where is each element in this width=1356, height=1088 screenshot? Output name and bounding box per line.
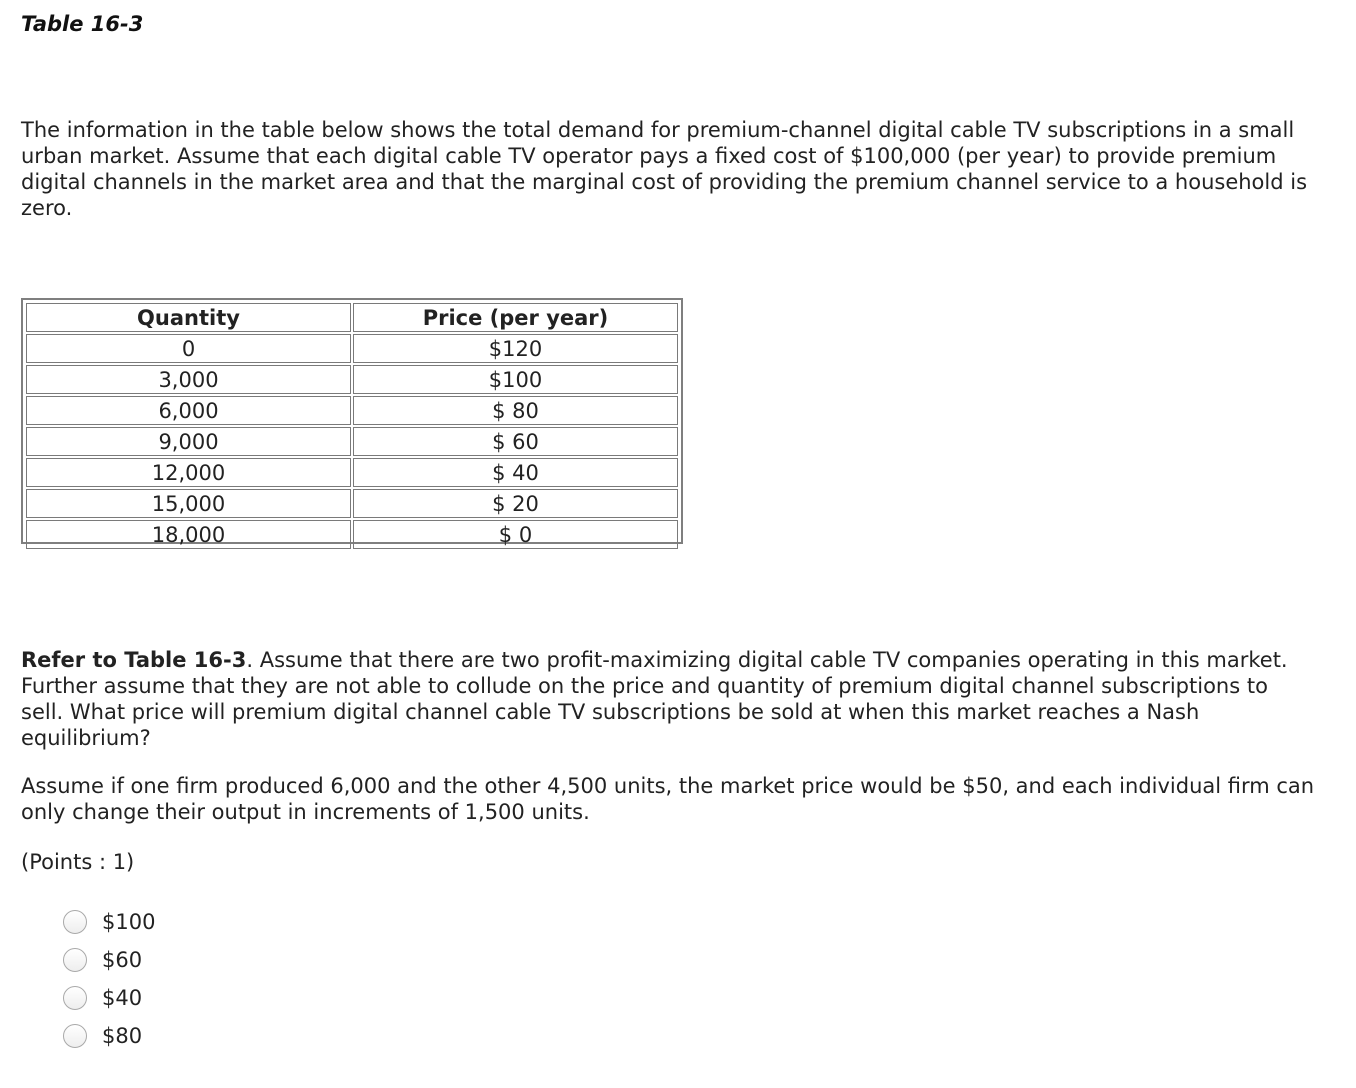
quantity-value: 0 [181,336,196,361]
intro-paragraph: The information in the table below shows the total demand for premium-channel digital cable TV subscriptions in a small urban market. Assume that each digital cable TV operator pays a fixed cost of $100,000 (per year) to provide premium digital channels in the market area and that the marginal cost of providing the premium channel service to a household is zero. [21,118,1308,220]
answer-option[interactable] [63,979,155,1017]
price-header: Price (per year) [353,303,678,332]
radio-button[interactable] [63,910,87,934]
table-row [26,365,678,394]
table-row [26,396,678,425]
answer-option[interactable] [63,941,155,979]
quantity-value: 18,000 [151,522,226,547]
table-title: Table 16-3 [21,12,144,36]
table-row [26,520,678,549]
answer-option-label: $80 [102,1024,143,1048]
radio-button[interactable] [63,1024,87,1048]
question-paragraph [21,647,1311,751]
price-cell: $ 80 [353,396,678,425]
answer-options [63,903,155,1055]
table-row [26,334,678,363]
quantity-header: Quantity [26,303,351,332]
price-cell: $ 60 [353,427,678,456]
assumption-paragraph: Assume if one firm produced 6,000 and the other 4,500 units, the market price would be $50, and each individual firm can only change their output in increments of 1,500 units. [21,774,1315,824]
quantity-value: 12,000 [151,460,226,485]
quantity-value: 3,000 [158,367,219,392]
table-header-row [26,303,678,332]
question-text: . Assume that there are two profit-maximizing digital cable TV companies operating in this market. Further assume that they are not able to collude on the price and quantity of premium digital channel subscriptions to sell. What price will premium digital channel cable TV subscriptions be sold at when this market reaches a Nash equilibrium? [21,648,1288,750]
answer-option-label: $100 [102,910,156,934]
quantity-cell [26,489,351,518]
price-cell: $ 40 [353,458,678,487]
quantity-value: 15,000 [151,491,226,516]
price-cell: $120 [353,334,678,363]
quantity-value: 6,000 [158,398,219,423]
price-cell: $ 0 [353,520,678,549]
quantity-cell [26,334,351,363]
quantity-cell [26,365,351,394]
price-cell: $ 20 [353,489,678,518]
table-row [26,427,678,456]
quantity-cell [26,396,351,425]
answer-option[interactable] [63,1017,155,1055]
answer-option-label: $40 [102,986,143,1010]
price-cell: $100 [353,365,678,394]
quantity-cell [26,427,351,456]
table-row [26,458,678,487]
demand-table [24,301,680,551]
quantity-cell [26,458,351,487]
demand-table-frame [21,298,683,547]
answer-option-label: $60 [102,948,143,972]
quantity-cell [26,520,351,549]
question-reference: Refer to Table 16-3 [21,648,247,672]
radio-button[interactable] [63,986,87,1010]
table-row [26,489,678,518]
answer-option[interactable] [63,903,155,941]
radio-button[interactable] [63,948,87,972]
quantity-value: 9,000 [158,429,219,454]
points-label: (Points : 1) [21,850,135,874]
